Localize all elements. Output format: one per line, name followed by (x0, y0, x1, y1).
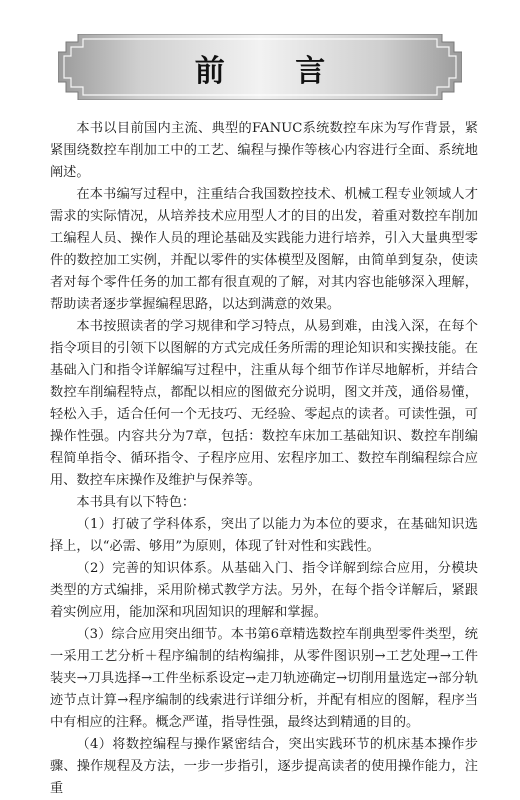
paragraph: （2）完善的知识体系。从基础入门、指令详解到综合应用，分模块类型的方式编排，采用阶梯式教学方法。另外，在每个指令详解后，紧跟着实例应用，能加深和巩固知识的理解和掌握。 (50, 561, 478, 620)
preface-body (50, 118, 478, 800)
paragraph: 本书以目前国内主流、典型的FANUC系统数控车床为写作背景，紧紧围绕数控车削加工中的工艺、编程与操作等核心内容进行全面、系统地阐述。 (50, 121, 478, 180)
paragraph: 在本书编写过程中，注重结合我国数控技术、机械工程专业领域人才需求的实际情况，从培养技术应用型人才的目的出发，着重对数控车削加工编程人员、操作人员的理论基础及实践能力进行培养，引入大量典型零件的数控加工实例，并配以零件的实体模型及图解，由简单到复杂，使读者对每个零件任务的加工都有很直观的了解，对其内容也能够深入理解，帮助读者逐步掌握编程思路，以达到满意的效果。 (50, 187, 478, 312)
paragraph: （3）综合应用突出细节。本书第6章精选数控车削典型零件类型，统一采用工艺分析＋程序编制的结构编排，从零件图识别→工艺处理→工件装夹→刀具选择→工件坐标系设定→走刀轨迹确定→切削用量选定→部分轨迹节点计算→程序编制的线索进行详细分析，并配有相应的图解，程序当中有相应的注释。概念严谨，指导性强，最终达到精通的目的。 (50, 627, 478, 730)
paragraph: （1）打破了学科体系，突出了以能力为本位的要求，在基础知识选择上，以“必需、够用”为原则，体现了针对性和实践性。 (50, 517, 478, 554)
paragraph: （4）将数控编程与操作紧密结合，突出实践环节的机床基本操作步骤、操作规程及方法，一步一步指引，逐步提高读者的使用操作能力，注重 (50, 737, 478, 796)
header-banner (58, 34, 462, 100)
page-title: 前 言 (194, 54, 356, 89)
paragraph: 本书具有以下特色： (76, 495, 196, 510)
paragraph: 本书按照读者的学习规律和学习特点，从易到难，由浅入深，在每个指令项目的引领下以图解的方式完成任务所需的理论知识和实操技能。在基础入门和指令详解编写过程中，注重从每个细节作详尽地解析，并结合数控车削编程特点，都配以相应的图做充分说明，图文并茂，通俗易懂，轻松入手，适合任何一个无技巧、无经验、零起点的读者。可读性强，可操作性强。内容共分为7章，包括：数控车床加工基础知识、数控车削编程简单指令、循环指令、子程序应用、宏程序加工、数控车削编程综合应用、数控车床操作及维护与保养等。 (50, 319, 478, 488)
